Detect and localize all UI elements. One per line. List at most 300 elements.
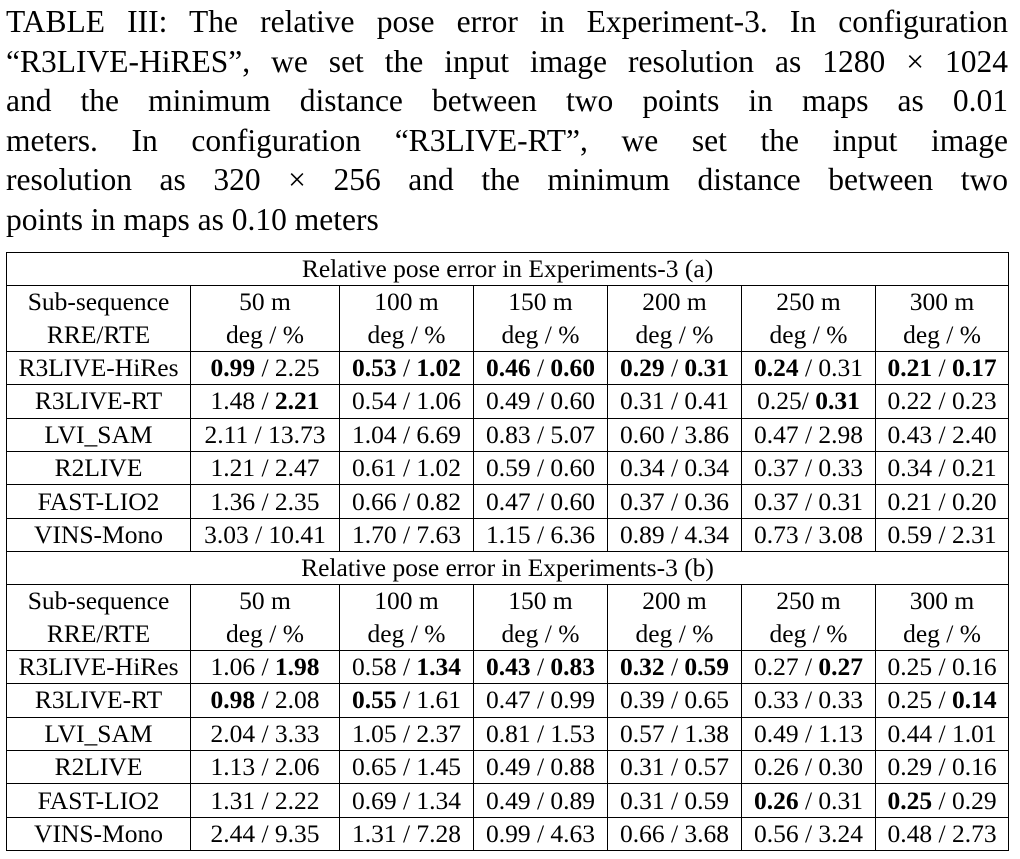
method-name: VINS-Mono [7,817,191,850]
value-separator: / [664,785,685,815]
column-header: deg / % [191,618,340,651]
column-header: 250 m [742,286,876,319]
rte-value: 0.14 [951,685,997,715]
error-cell [608,351,742,384]
rre-value: 0.81 [485,718,531,748]
rre-value: 0.48 [887,819,933,849]
rte-value: 0.30 [818,752,864,782]
column-header: deg / % [191,318,340,351]
error-cell [742,451,876,484]
column-header: 50 m [191,286,340,319]
error-cell [340,418,474,451]
rte-value: 0.36 [684,486,730,516]
caption-line: TABLE III: The relative pose error in Experiment-3. In configuration [6,4,1008,39]
value-separator: / [396,819,417,849]
value-separator: / [248,419,269,449]
error-cell [608,485,742,518]
table-row [7,717,1009,750]
rre-value: 0.22 [887,386,933,416]
value-separator: / [932,386,952,416]
rte-value: 0.60 [550,453,596,483]
rre-value: 0.66 [351,486,397,516]
value-separator: / [530,519,551,549]
error-cell [191,485,340,518]
rte-value: 0.83 [550,652,596,682]
error-cell [876,451,1009,484]
value-separator: / [932,486,952,516]
rre-value: 0.49 [753,718,799,748]
rte-value: 0.17 [951,352,997,382]
rre-value: 1.70 [351,519,397,549]
rre-value: 0.83 [485,419,531,449]
rre-value: 0.61 [351,453,397,483]
error-cell [474,351,608,384]
error-cell [742,385,876,418]
value-separator: / [664,352,685,382]
rre-value: 0.66 [619,819,665,849]
rre-value: 0.27 [753,652,799,682]
rre-value: 0.60 [619,419,665,449]
column-header: 150 m [474,585,608,618]
error-cell [742,485,876,518]
rre-value: 1.13 [210,752,256,782]
header-row [7,585,1009,618]
table-row [7,385,1009,418]
value-separator: / [932,652,952,682]
rre-value: 0.31 [619,752,665,782]
rre-value: 0.34 [619,453,665,483]
value-separator: / [932,785,952,815]
value-separator: / [932,453,952,483]
group-title-row [7,552,1009,585]
group-title: Relative pose error in Experiments-3 (a) [7,253,1009,286]
header-label: Sub-sequence [7,286,191,319]
error-cell [876,418,1009,451]
value-separator: / [530,718,551,748]
method-name: VINS-Mono [7,518,191,551]
rte-value: 2.98 [818,419,864,449]
column-header: 200 m [608,585,742,618]
group-title-row [7,253,1009,286]
error-cell [340,817,474,850]
rre-value: 0.26 [753,785,799,815]
method-name: R2LIVE [7,451,191,484]
value-separator: / [664,419,685,449]
rre-value: 0.49 [485,785,531,815]
rre-value: 0.31 [619,785,665,815]
rre-value: 1.31 [351,819,397,849]
error-cell [608,817,742,850]
rte-value: 0.29 [951,785,997,815]
rre-value: 3.03 [204,519,249,549]
value-separator: / [255,453,275,483]
rte-value: 6.69 [416,419,462,449]
rte-value: 2.25 [274,352,320,382]
error-cell [474,751,608,784]
group-title: Relative pose error in Experiments-3 (b) [7,552,1009,585]
rte-value: 1.02 [416,352,462,382]
rre-value: 0.37 [753,486,799,516]
rre-value: 0.44 [887,718,933,748]
rte-value: 0.20 [951,486,997,516]
value-separator: / [798,785,819,815]
error-cell [742,684,876,717]
value-separator: / [255,352,275,382]
value-separator: / [530,685,551,715]
value-separator: / [255,486,275,516]
column-header: 250 m [742,585,876,618]
error-cell [608,751,742,784]
rte-value: 0.31 [684,352,730,382]
rre-value: 0.21 [887,352,933,382]
rte-value: 2.31 [951,519,997,549]
error-cell [876,385,1009,418]
table-row [7,518,1009,551]
rre-value: 2.44 [210,819,256,849]
rre-value: 0.25 [887,785,933,815]
error-cell [742,518,876,551]
rte-value: 2.22 [274,785,320,815]
value-separator: / [798,819,819,849]
rte-value: 0.89 [550,785,596,815]
error-cell [742,817,876,850]
rte-value: 0.99 [550,685,596,715]
rte-value: 2.35 [274,486,320,516]
error-cell [191,351,340,384]
rre-value: 1.36 [210,486,256,516]
method-name: LVI_SAM [7,418,191,451]
error-cell [876,751,1009,784]
value-separator: / [255,685,275,715]
caption-line: meters. In configuration “R3LIVE-RT”, we set the input image [6,122,1008,158]
error-cell [608,650,742,683]
error-cell [474,717,608,750]
rte-value: 7.28 [416,819,462,849]
rre-value: 2.04 [210,718,256,748]
error-cell [191,784,340,817]
error-cell [742,351,876,384]
error-cell [474,650,608,683]
rte-value: 0.21 [951,453,997,483]
rre-value: 0.99 [485,819,531,849]
rre-value: 0.29 [887,752,933,782]
error-cell [474,485,608,518]
rte-value: 10.41 [268,519,326,549]
rre-value: 0.33 [753,685,799,715]
value-separator: / [664,718,685,748]
rre-value: 0.25 [757,386,802,416]
column-header: 200 m [608,286,742,319]
rre-value: 0.43 [485,652,531,682]
table-row [7,485,1009,518]
rre-value: 0.55 [351,685,397,715]
error-cell [191,684,340,717]
rre-value: 0.32 [619,652,665,682]
error-cell [474,784,608,817]
error-cell [742,650,876,683]
rte-value: 1.45 [416,752,462,782]
value-separator: / [798,685,819,715]
rre-value: 0.37 [753,453,799,483]
error-cell [876,485,1009,518]
rte-value: 1.38 [684,718,730,748]
rre-value: 0.53 [351,352,397,382]
rre-value: 0.26 [753,752,799,782]
table-row [7,451,1009,484]
error-cell [608,784,742,817]
caption-line: resolution as 320 × 256 and the minimum distance between two [6,162,1008,197]
caption-line: and the minimum distance between two points in maps as 0.01 [6,83,1008,118]
table-row [7,684,1009,717]
value-separator: / [932,519,952,549]
column-header: 100 m [340,585,474,618]
rre-value: 0.98 [210,685,256,715]
rre-value: 0.49 [485,386,531,416]
method-name: LVI_SAM [7,717,191,750]
value-separator: / [255,785,275,815]
rre-value: 0.49 [485,752,531,782]
rre-value: 0.59 [887,519,933,549]
rte-value: 0.88 [550,752,596,782]
column-header: deg / % [474,318,608,351]
rre-value: 1.04 [351,419,397,449]
table-row [7,751,1009,784]
value-separator: / [932,685,952,715]
rte-value: 0.60 [550,386,596,416]
rte-value: 1.01 [951,718,997,748]
rre-value: 1.05 [351,718,397,748]
method-name: FAST-LIO2 [7,485,191,518]
rte-value: 3.68 [684,819,730,849]
column-header: deg / % [340,618,474,651]
rre-value: 0.21 [887,486,933,516]
value-separator: / [932,718,952,748]
value-separator: / [798,652,819,682]
rte-value: 2.21 [274,386,320,416]
header-row [7,618,1009,651]
rte-value: 4.34 [684,519,730,549]
rte-value: 1.02 [416,453,462,483]
value-separator: / [396,352,417,382]
rte-value: 0.31 [818,785,864,815]
method-name: R3LIVE-RT [7,684,191,717]
value-separator: / [530,419,551,449]
table-row [7,351,1009,384]
value-separator: / [664,685,685,715]
caption-line: “R3LIVE-HiRES”, we set the input image resolution as 1280 × 1024 [6,43,1008,79]
rte-value: 0.31 [815,386,860,416]
rte-value: 1.53 [550,718,596,748]
error-cell [876,784,1009,817]
rte-value: 2.37 [416,718,462,748]
value-separator: / [932,752,952,782]
error-cell [876,684,1009,717]
value-separator: / [530,453,551,483]
table-caption [6,2,1008,239]
error-cell [474,684,608,717]
rte-value: 2.08 [274,685,320,715]
error-cell [191,418,340,451]
value-separator: / [932,819,952,849]
error-cell [608,418,742,451]
rte-value: 6.36 [550,519,596,549]
rre-value: 0.57 [619,718,665,748]
error-cell [742,784,876,817]
rte-value: 1.34 [416,785,462,815]
value-separator: / [798,486,819,516]
rte-value: 0.33 [818,685,864,715]
rte-value: 0.65 [684,685,730,715]
error-cell [340,351,474,384]
value-separator: / [530,352,551,382]
rre-value: 0.25 [887,652,933,682]
method-name: FAST-LIO2 [7,784,191,817]
column-header: deg / % [742,318,876,351]
value-separator: / [396,386,417,416]
rre-value: 0.56 [753,819,799,849]
rre-value: 1.06 [210,652,256,682]
error-cell [340,385,474,418]
header-row [7,286,1009,319]
rte-value: 3.86 [684,419,730,449]
rte-value: 0.60 [550,352,596,382]
table-row [7,418,1009,451]
value-separator: / [664,652,685,682]
rte-value: 0.31 [818,486,864,516]
column-header: deg / % [876,618,1009,651]
error-cell [474,817,608,850]
error-cell [340,518,474,551]
value-separator: / [798,718,819,748]
value-separator: / [255,652,275,682]
error-cell [474,518,608,551]
rte-value: 1.61 [416,685,462,715]
column-header: 100 m [340,286,474,319]
rre-value: 0.47 [485,486,531,516]
rte-value: 0.57 [684,752,730,782]
error-cell [608,684,742,717]
rre-value: 0.73 [753,519,799,549]
rre-value: 2.11 [204,419,249,449]
error-cell [742,418,876,451]
header-label: RRE/RTE [7,618,191,651]
value-separator: / [396,785,417,815]
rre-value: 0.47 [485,685,531,715]
header-label: RRE/RTE [7,318,191,351]
error-cell [474,451,608,484]
column-header: 300 m [876,585,1009,618]
value-separator: / [798,419,819,449]
error-cell [191,650,340,683]
rte-value: 3.24 [818,819,864,849]
error-cell [191,751,340,784]
rte-value: 0.33 [818,453,864,483]
column-header: deg / % [608,618,742,651]
error-cell [608,717,742,750]
column-header: 50 m [191,585,340,618]
value-separator: / [255,819,275,849]
error-cell [876,717,1009,750]
rre-value: 1.48 [210,386,256,416]
rre-value: 1.31 [210,785,256,815]
rte-value: 0.31 [818,352,864,382]
value-separator: / [664,386,685,416]
rte-value: 0.41 [684,386,730,416]
error-cell [191,385,340,418]
rte-value: 0.27 [818,652,864,682]
value-separator: / [396,752,417,782]
value-separator: / [798,752,819,782]
rte-value: 9.35 [274,819,320,849]
value-separator: / [664,519,685,549]
error-cell [608,385,742,418]
table-row [7,650,1009,683]
error-cell [340,650,474,683]
rre-value: 0.99 [210,352,256,382]
rte-value: 1.13 [818,718,864,748]
rte-value: 13.73 [268,419,326,449]
error-cell [340,451,474,484]
value-separator: / [664,453,685,483]
value-separator: / [396,453,417,483]
method-name: R2LIVE [7,751,191,784]
error-cell [191,817,340,850]
error-cell [191,518,340,551]
value-separator: / [248,519,269,549]
value-separator: / [396,419,417,449]
rte-value: 2.40 [951,419,997,449]
error-cell [876,817,1009,850]
rre-value: 1.21 [210,453,256,483]
value-separator: / [798,352,819,382]
rre-value: 0.29 [619,352,665,382]
rre-value: 0.43 [887,419,933,449]
value-separator: / [396,685,417,715]
value-separator: / [530,486,551,516]
rre-value: 0.31 [619,386,665,416]
value-separator: / [530,752,551,782]
value-separator: / [530,652,551,682]
error-cell [340,784,474,817]
value-separator: / [664,819,685,849]
rte-value: 4.63 [550,819,596,849]
rte-value: 1.06 [416,386,462,416]
error-cell [191,717,340,750]
rre-value: 0.89 [619,519,665,549]
header-label: Sub-sequence [7,585,191,618]
value-separator: / [932,352,952,382]
rre-value: 0.58 [351,652,397,682]
column-header: deg / % [742,618,876,651]
rte-value: 0.16 [951,652,997,682]
value-separator: / [530,819,551,849]
rre-value: 0.25 [887,685,933,715]
error-cell [608,451,742,484]
error-cell [474,385,608,418]
rre-value: 0.59 [485,453,531,483]
rre-value: 0.34 [887,453,933,483]
value-separator: / [396,486,417,516]
rre-value: 0.69 [351,785,397,815]
table-row [7,817,1009,850]
value-separator: / [396,519,417,549]
value-separator: / [255,752,275,782]
table-row [7,784,1009,817]
error-cell [876,518,1009,551]
column-header: 150 m [474,286,608,319]
error-cell [742,717,876,750]
rte-value: 0.59 [684,785,730,815]
